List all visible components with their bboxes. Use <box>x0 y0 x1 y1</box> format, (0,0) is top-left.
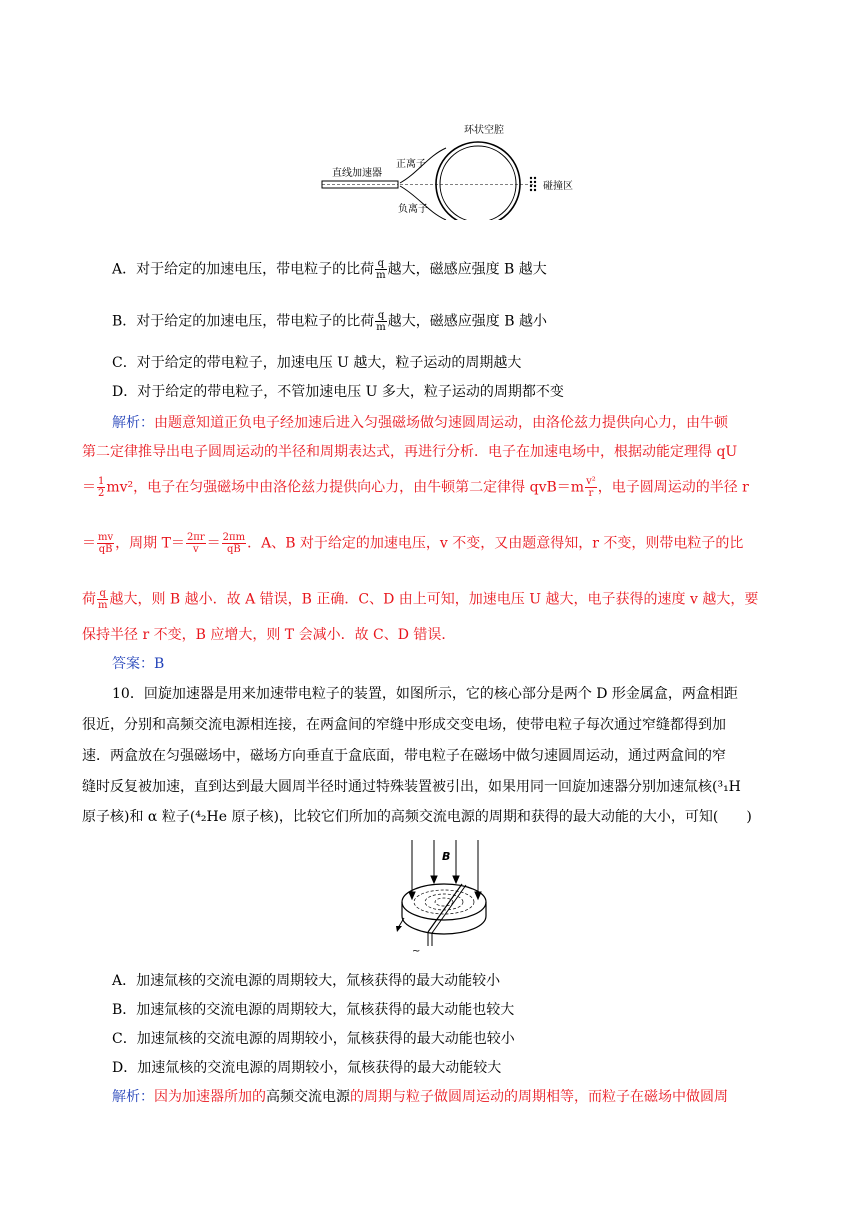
d-box-top <box>402 884 486 920</box>
ring-label: 环状空腔 <box>464 125 504 136</box>
option-d: D．对于给定的带电粒子，不管加速电压 U 多大，粒子运动的周期都不变 <box>112 384 564 400</box>
negative-ion-label: 负离子 <box>398 204 428 215</box>
charge-mass-ratio: $\frac{q}{m}$ <box>376 258 386 281</box>
ring-inner <box>440 146 516 220</box>
option-a: A．对于给定的加速电压，带电粒子的比荷 $\frac{q}{m}$ 越大，磁感应强度 B 越大 <box>112 258 547 281</box>
q10-option-c: C．加速氚核的交流电源的周期较小，氚核获得的最大动能也较小 <box>112 1031 515 1047</box>
q10-option-b: B．加速氚核的交流电源的周期较大，氚核获得的最大动能也较大 <box>112 1002 515 1018</box>
gap <box>428 884 462 932</box>
d-box-side <box>402 902 486 934</box>
analysis-1-line-6: 保持半径 r 不变，B 应增大，则 T 会减小．故 C、D 错误． <box>82 627 456 643</box>
q10-option-d: D．加速氚核的交流电源的周期较小，氚核获得的最大动能较大 <box>112 1060 502 1076</box>
q10-line-5: 原子核)和 α 粒子(⁴₂He 原子核)，比较它们所加的高频交流电源的周期和获得的最大动能的大小，可知( ) <box>82 809 752 825</box>
analysis-1-line-1: 解析：由题意知道正负电子经加速后进入匀强磁场做匀速圆周运动，由洛伦兹力提供向心力，由牛顿 <box>112 415 728 431</box>
ac-source-label: ~ <box>412 946 421 956</box>
analysis-1-line-2: 第二定律推导出电子圆周运动的半径和周期表达式，再进行分析．电子在加速电场中，根据动能定理得 qU <box>82 444 738 460</box>
collision-zone-marks <box>530 177 536 191</box>
positive-ion-label: 正离子 <box>396 159 426 170</box>
collider-diagram <box>318 118 588 220</box>
q10-line-4: 缝时反复被加速，直到达到最大圆周半径时通过特殊装置被引出，如果用同一回旋加速器分别加速氚核(³₁H <box>82 779 741 795</box>
accelerator-label: 直线加速器 <box>332 168 382 179</box>
analysis-1-line-5: 荷 $\frac{q}{m}$ 越大，则 B 越小．故 A 错误，B 正确．C、D 由上可知，加速电压 U 越大，电子获得的速度 v 越大，要 <box>82 588 759 611</box>
option-c: C．对于给定的带电粒子，加速电压 U 越大，粒子运动的周期越大 <box>112 355 522 371</box>
q10-line-3: 速．两盒放在匀强磁场中，磁场方向垂直于盒底面，带电粒子在磁场中做匀速圆周运动，通过两盒间的窄 <box>82 748 726 764</box>
option-b: B．对于给定的加速电压，带电粒子的比荷 $\frac{q}{m}$ 越大，磁感应强度 B 越小 <box>112 310 547 333</box>
cyclotron-diagram <box>394 836 494 956</box>
q10-line-1: 10．回旋加速器是用来加速带电粒子的装置，如图所示，它的核心部分是两个 D 形金属盒，两盒相距 <box>112 686 738 702</box>
answer-1: 答案：B <box>112 656 165 672</box>
collision-label: 碰撞区 <box>543 181 573 192</box>
analysis-2-line-1: 解析：因为加速器所加的高频交流电源的周期与粒子做圆周运动的周期相等，而粒子在磁场中做圆周 <box>112 1089 728 1105</box>
charge-mass-ratio: $\frac{q}{m}$ <box>376 310 386 333</box>
analysis-1-line-4: ＝ $\frac{mv}{qB}$ ，周期 T＝ $\frac{2\pi r}{v}$ ＝ $\frac{2\pi m}{qB}$ ．A、B 对于给定的加速电压，v 不变，又由题意得知，r 不变，则带电粒子的比 <box>82 532 744 555</box>
b-field-label: B <box>442 850 451 863</box>
q10-option-a: A．加速氚核的交流电源的周期较大，氚核获得的最大动能较小 <box>112 973 501 989</box>
magnetic-field-lines <box>409 840 481 899</box>
q10-line-2: 很近，分别和高频交流电源相连接，在两盒间的窄缝中形成交变电场，使带电粒子每次通过窄缝都得到加 <box>82 717 726 733</box>
analysis-1-line-3: ＝ $\frac{1}{2}$ mv²，电子在匀强磁场中由洛伦兹力提供向心力，由牛顿第二定律得 qvB＝m $\frac{\text{v²}}{r}$ ，电子圆周运动的半径 r <box>82 476 749 499</box>
